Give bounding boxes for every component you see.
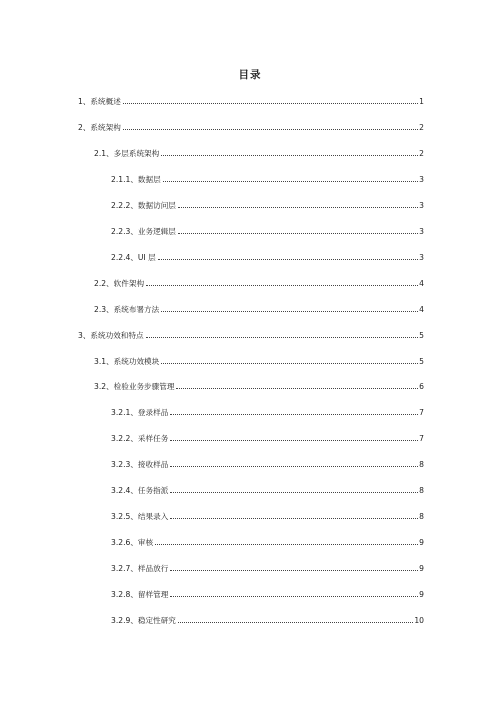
toc-dot-leader	[161, 311, 418, 312]
toc-entry-page: 7	[419, 434, 424, 444]
toc-entry-label: 3.2.5、结果录入	[111, 512, 169, 522]
toc-entry-label: 3.2.2、采样任务	[111, 434, 169, 444]
toc-dot-leader	[170, 518, 418, 519]
toc-entry-page: 4	[419, 278, 424, 288]
toc-entry[interactable]	[111, 224, 424, 236]
toc-entry-label: 3.2.9、稳定性研究	[111, 616, 176, 625]
toc-dot-leader	[123, 103, 418, 104]
toc-entry[interactable]	[78, 94, 424, 106]
toc-entry-page: 3	[419, 252, 424, 262]
toc-entry-label: 3.2.1、登录样品	[111, 408, 169, 418]
toc-entry[interactable]	[94, 146, 424, 158]
toc-entry-label: 3.2.7、样品放行	[111, 564, 169, 574]
toc-dot-leader	[178, 233, 418, 234]
toc-entry-page: 1	[419, 97, 424, 106]
toc-entry-page: 3	[419, 226, 424, 236]
toc-dot-leader	[161, 363, 418, 364]
toc-entry-label: 2.2、软件架构	[94, 278, 145, 288]
toc-entry[interactable]	[111, 509, 424, 521]
toc-entry-label: 2.3、系统布署方法	[94, 304, 160, 314]
toc-entry-page: 9	[419, 590, 424, 600]
toc-dot-leader	[146, 285, 418, 286]
toc-entry-label: 3、系统功效和特点	[78, 330, 144, 340]
toc-entry-label: 3.1、系统功效模块	[94, 356, 160, 366]
toc-entry-page: 8	[419, 486, 424, 496]
toc-entry-label: 3.2.8、留样管理	[111, 590, 169, 600]
toc-dot-leader	[123, 129, 418, 130]
toc-dot-leader	[170, 570, 418, 571]
toc-entry-label: 3.2.6、审核	[111, 538, 154, 548]
toc-entry[interactable]	[111, 483, 424, 495]
toc-dot-leader	[170, 440, 418, 441]
toc-entry-page: 10	[414, 616, 424, 625]
toc-entry-label: 3.2.4、任务指派	[111, 486, 169, 496]
toc-dot-leader	[178, 207, 418, 208]
toc-dot-leader	[170, 492, 418, 493]
toc-entry[interactable]	[111, 172, 424, 184]
toc-entry-page: 7	[419, 408, 424, 418]
toc-entry[interactable]	[94, 276, 424, 288]
toc-dot-leader	[161, 155, 418, 156]
toc-entry[interactable]	[111, 198, 424, 210]
toc-dot-leader	[146, 337, 419, 338]
toc-title: 目录	[238, 69, 262, 81]
toc-entry-label: 2.2.3、业务逻辑层	[111, 226, 176, 236]
toc-entry-label: 3.2.3、接收样品	[111, 460, 169, 470]
toc-entry[interactable]	[78, 328, 424, 340]
toc-entry-page: 8	[419, 512, 424, 522]
toc-entry-page: 2	[419, 148, 424, 158]
toc-entry-page: 2	[419, 122, 424, 132]
toc-entry[interactable]	[94, 354, 424, 366]
toc-entry-page: 5	[419, 330, 424, 340]
toc-entry-label: 2.1.1、数据层	[111, 174, 161, 184]
toc-entry[interactable]	[111, 457, 424, 469]
toc-entry[interactable]	[78, 120, 424, 132]
toc-entry-label: 2.2.4、UI 层	[111, 252, 156, 262]
toc-entry[interactable]	[111, 535, 424, 547]
toc-entry-page: 3	[419, 174, 424, 184]
toc-entry-page: 8	[419, 460, 424, 470]
toc-entry-page: 9	[419, 538, 424, 548]
toc-dot-leader	[178, 622, 413, 623]
toc-entry[interactable]	[111, 587, 424, 599]
toc-entry[interactable]	[111, 250, 424, 262]
toc-dot-leader	[176, 388, 418, 389]
toc-entry[interactable]	[111, 613, 424, 625]
toc-entry-label: 2.2.2、数据访问层	[111, 200, 176, 210]
toc-entry-label: 2、系统架构	[78, 122, 121, 132]
toc-entry[interactable]	[111, 405, 424, 417]
toc-entry[interactable]	[94, 379, 424, 391]
toc-entry-label: 1、系统概述	[78, 97, 121, 106]
toc-dot-leader	[158, 259, 418, 260]
toc-entry-page: 6	[419, 382, 424, 392]
toc-entry-page: 3	[419, 200, 424, 210]
toc-entry-label: 3.2、检验业务步骤管理	[94, 382, 175, 392]
toc-dot-leader	[163, 181, 418, 182]
toc-entry-label: 2.1、多层系统架构	[94, 148, 160, 158]
toc-entry[interactable]	[111, 431, 424, 443]
toc-entry[interactable]	[111, 561, 424, 573]
toc-entry-page: 9	[419, 564, 424, 574]
toc-entry-page: 4	[419, 304, 424, 314]
toc-dot-leader	[170, 466, 418, 467]
toc-dot-leader	[155, 544, 418, 545]
toc-entry-page: 5	[419, 356, 424, 366]
toc-dot-leader	[170, 596, 418, 597]
toc-dot-leader	[170, 414, 418, 415]
toc-entry[interactable]	[94, 302, 424, 314]
